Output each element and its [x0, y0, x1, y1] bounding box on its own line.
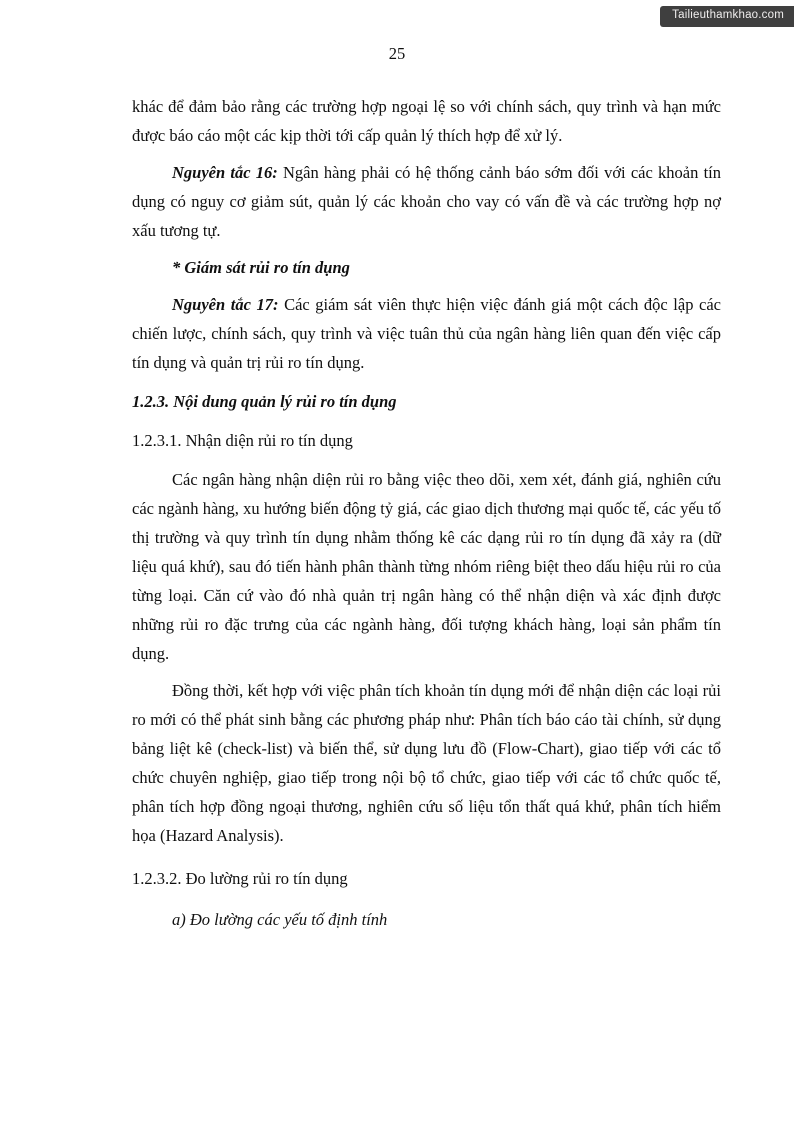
paragraph: [132, 290, 721, 377]
paragraph: Đồng thời, kết hợp với việc phân tích khoản tín dụng mới để nhận diện các loại rủi ro mới có thể phát sinh bằng các phương pháp như: Phân tích báo cáo tài chính, sử dụng bảng liệt kê (check-list) và biến thể, sử dụng lưu đồ (Flow-Chart), giao tiếp với các tổ chức chuyên nghiệp, giao tiếp trong nội bộ tổ chức, giao tiếp với các tổ chức quốc tế, phân tích hợp đồng ngoại thương, nghiên cứu số liệu tổn thất quá khứ, phân tích hiểm họa (Hazard Analysis).: [132, 681, 721, 845]
list-item-a: a) Đo lường các yếu tố định tính: [172, 910, 388, 929]
page-number: 25: [388, 44, 406, 63]
paragraph-lead: Nguyên tắc 16:: [172, 163, 278, 182]
subheading-1-2-3-2: 1.2.3.2. Đo lường rủi ro tín dụng: [132, 869, 348, 888]
paragraph: khác để đảm bảo rằng các trường hợp ngoại lệ so với chính sách, quy trình và hạn mức được báo cáo một các kịp thời tới cấp quản lý thích hợp để xử lý.: [132, 97, 721, 145]
paragraph: [132, 158, 721, 245]
paragraph: Các ngân hàng nhận diện rủi ro bằng việc theo dõi, xem xét, đánh giá, nghiên cứu các ngành hàng, xu hướng biến động tỷ giá, các giao dịch thương mại quốc tế, các yếu tố thị trường và quy trình tín dụng nhằm thống kê các dạng rủi ro tín dụng đã xảy ra (dữ liệu quá khứ), sau đó tiến hành phân thành từng nhóm riêng biệt theo dấu hiệu rủi ro của từng loại. Căn cứ vào đó nhà quản trị ngân hàng có thể nhận diện và xác định được những rủi ro đặc trưng của các ngành hàng, đối tượng khách hàng, loại sản phẩm tín dụng.: [132, 470, 721, 663]
paragraph-lead: Nguyên tắc 17:: [172, 295, 279, 314]
paragraph-text: Các giám sát viên thực hiện việc đánh giá một cách độc lập các chiến lược, chính sách, quy trình và việc tuân thủ của ngân hàng liên quan đến việc cấp tín dụng và quản trị rủi ro tín dụng.: [132, 295, 721, 372]
heading-section-1-2-3: 1.2.3. Nội dung quản lý rủi ro tín dụng: [132, 392, 397, 411]
paragraph-text: Ngân hàng phải có hệ thống cảnh báo sớm đối với các khoản tín dụng có nguy cơ giảm sút, quản lý các khoản cho vay có vấn đề và các trường hợp nợ xấu tương tự.: [132, 163, 721, 240]
document-body: [132, 92, 721, 934]
heading-credit-risk-monitoring: * Giám sát rủi ro tín dụng: [172, 258, 350, 277]
watermark-badge: Tailieuthamkhao.com: [660, 6, 794, 27]
subheading-1-2-3-1: 1.2.3.1. Nhận diện rủi ro tín dụng: [132, 431, 353, 450]
